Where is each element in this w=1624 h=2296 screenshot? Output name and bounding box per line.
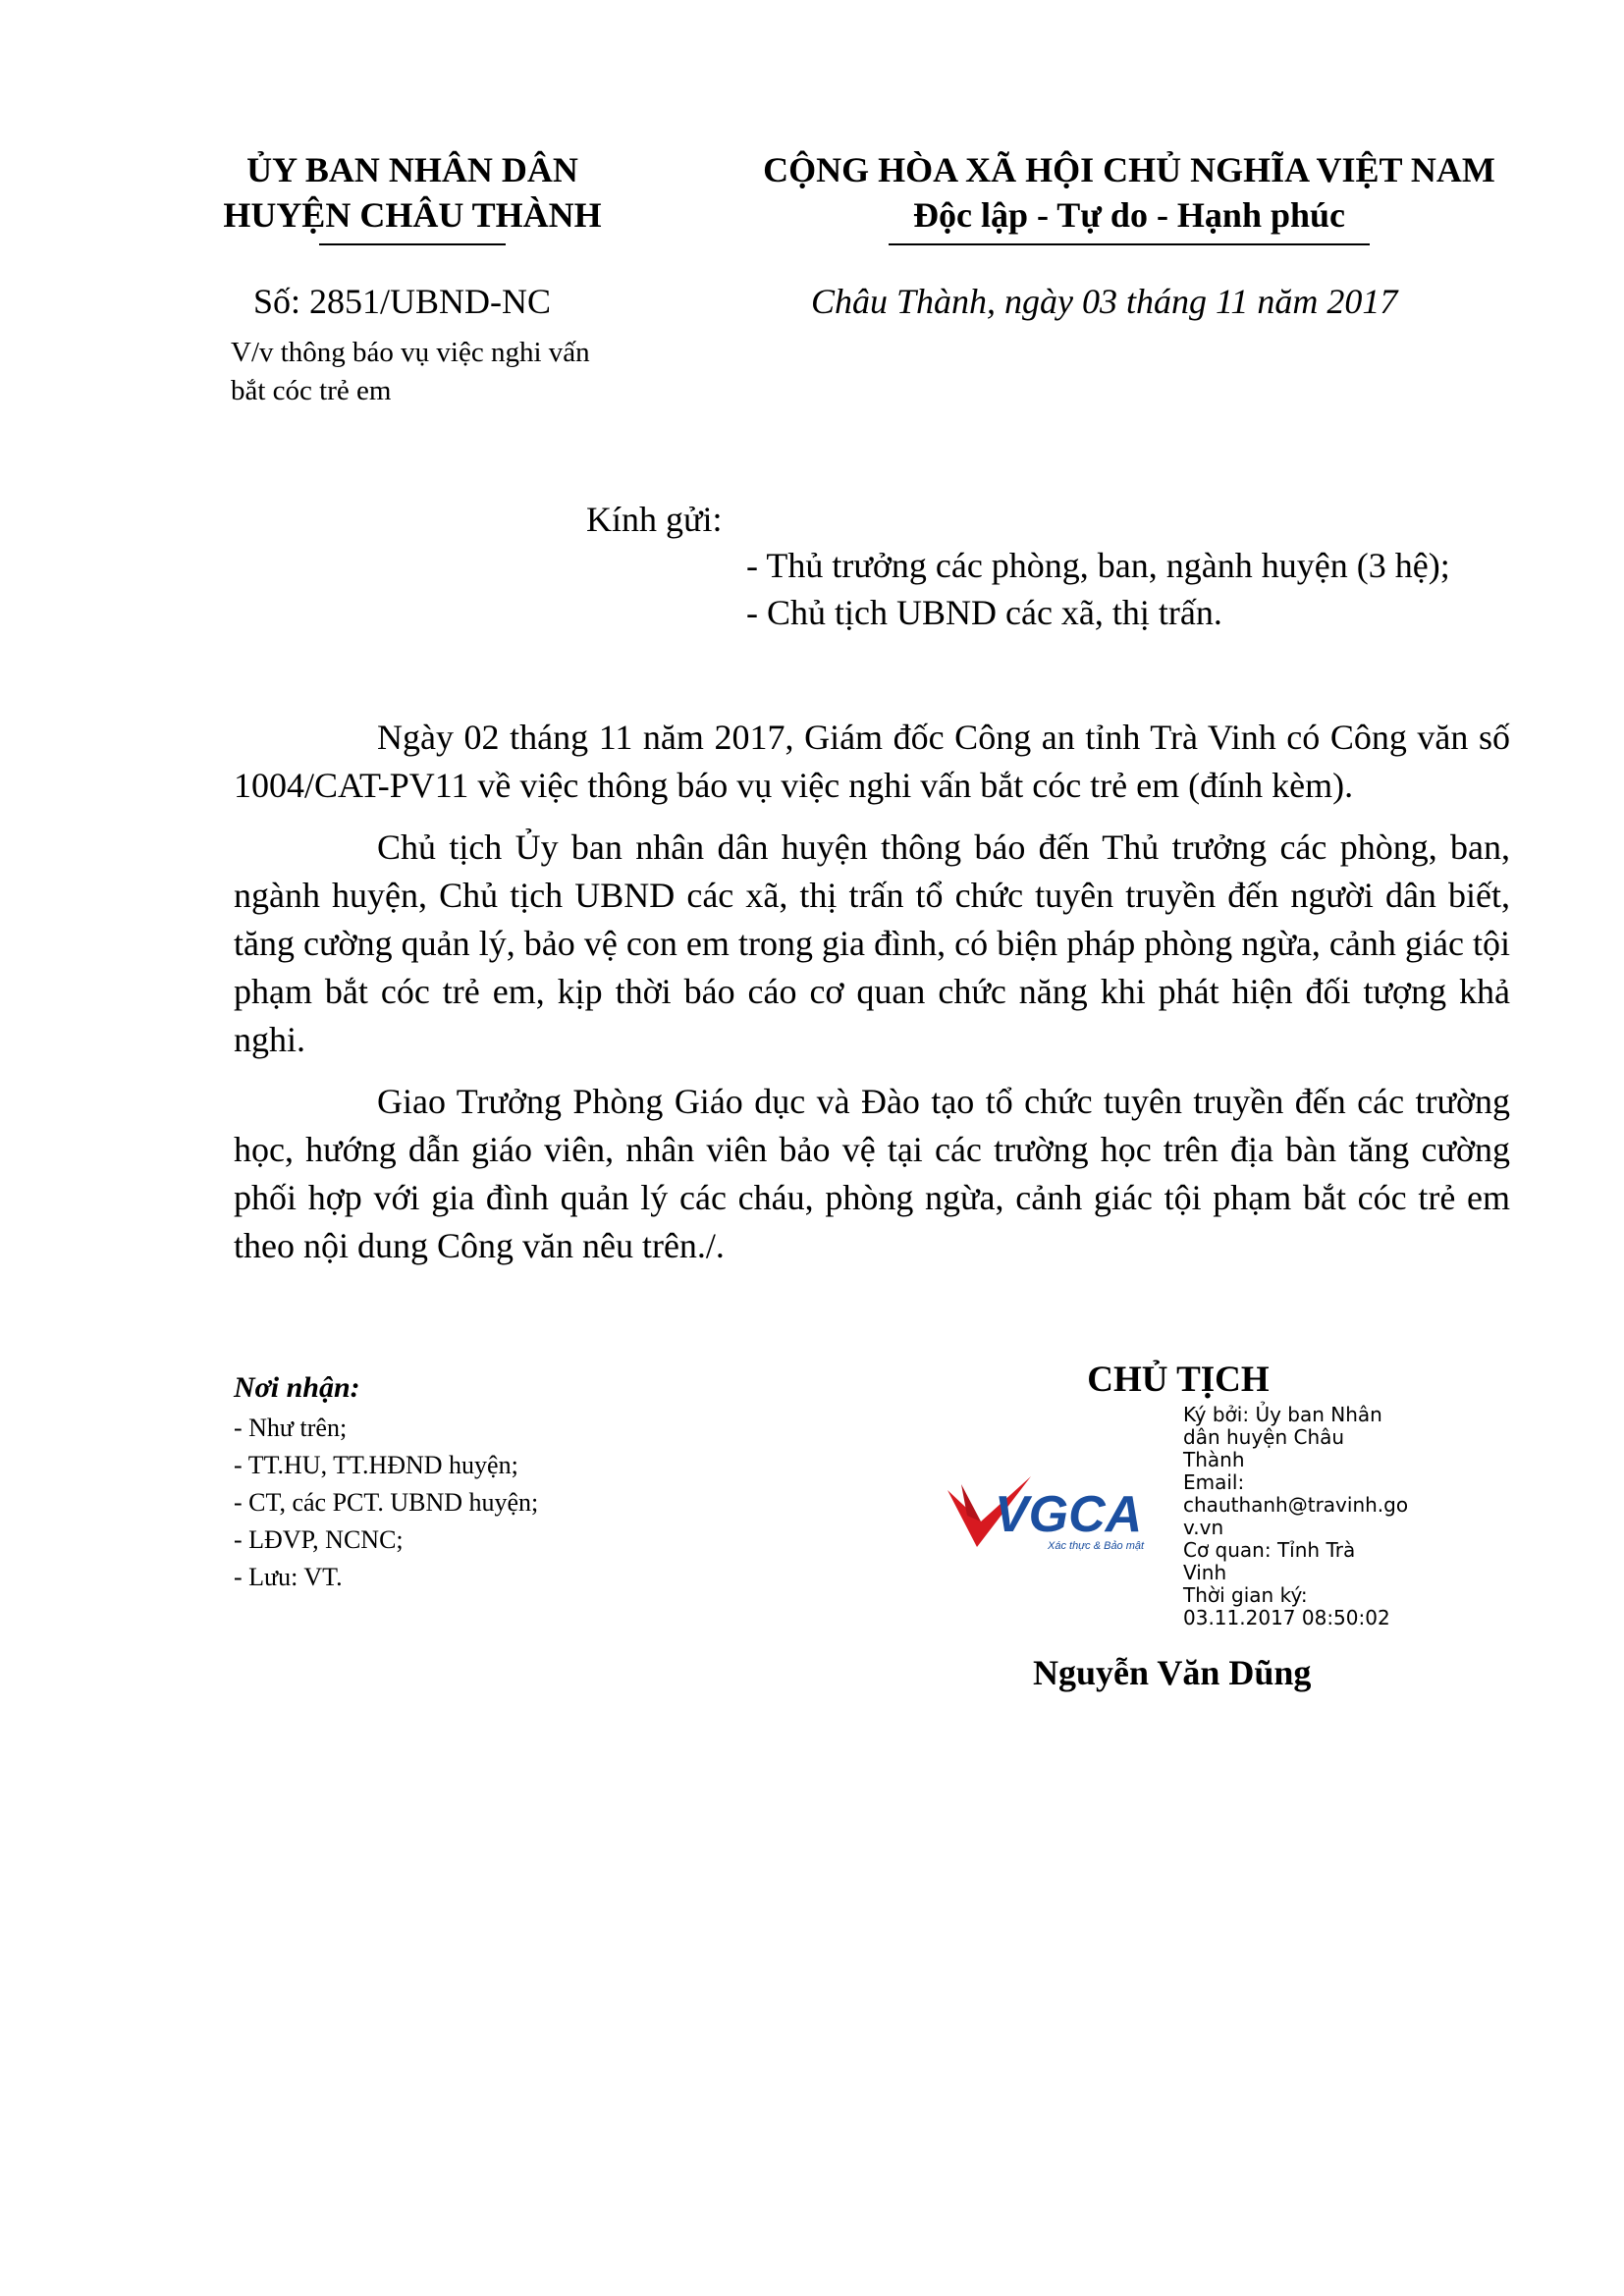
document-date: Châu Thành, ngày 03 tháng 11 năm 2017 [811, 282, 1398, 321]
org-name-line1: ỦY BAN NHÂN DÂN [246, 150, 578, 189]
motto-underline [889, 243, 1370, 245]
document-number: Số: 2851/UBND-NC [253, 282, 552, 321]
sig-info-line: Vinh [1183, 1561, 1227, 1584]
org-underline [319, 243, 506, 245]
org-name-line2: HUYỆN CHÂU THÀNH [223, 195, 602, 235]
receivers-title: Nơi nhận: [234, 1371, 360, 1404]
receiver-item: - CT, các PCT. UBND huyện; [234, 1488, 539, 1517]
signer-name: Nguyễn Văn Dũng [1033, 1653, 1312, 1692]
sig-info-line: Thời gian ký: [1183, 1583, 1308, 1607]
sig-info-line: Ký bởi: Ủy ban Nhân [1183, 1403, 1382, 1426]
nation-name: CỘNG HÒA XÃ HỘI CHỦ NGHĨA VIỆT NAM [763, 150, 1495, 189]
logo-wordmark: VGCA [995, 1486, 1143, 1543]
receiver-item: - Lưu: VT. [234, 1563, 343, 1591]
subject-line-2: bắt cóc trẻ em [231, 375, 392, 406]
body-paragraph-3: Giao Trưởng Phòng Giáo dục và Đào tạo tổ chức tuyên truyền đến các trường học, hướng dẫn giáo viên, nhân viên bảo vệ tại các trường học trên địa bàn tăng cường phối hợp với gia đình quản lý các cháu, phòng ngừa, cảnh giác tội phạm bắt cóc trẻ em theo nội dung Công văn nêu trên./. [234, 1082, 1510, 1265]
recipient-list [746, 542, 1450, 636]
sig-info-line: Email: [1183, 1470, 1245, 1494]
recipient-item: - Chủ tịch UBND các xã, thị trấn. [746, 593, 1222, 632]
recipient-item: - Thủ trưởng các phòng, ban, ngành huyện (3 hệ); [746, 546, 1450, 585]
receiver-item: - LĐVP, NCNC; [234, 1525, 404, 1554]
sig-info-line: dân huyện Châu [1183, 1425, 1345, 1449]
body-paragraph-1: Ngày 02 tháng 11 năm 2017, Giám đốc Công an tỉnh Trà Vinh có Công văn số 1004/CAT-PV11 về việc thông báo vụ việc nghi vấn bắt cóc trẻ em (đính kèm). [234, 718, 1510, 805]
sig-info-line: 03.11.2017 08:50:02 [1183, 1606, 1390, 1629]
nation-motto: Độc lập - Tự do - Hạnh phúc [912, 195, 1346, 235]
vgca-logo [938, 1470, 1173, 1559]
issuing-organization [157, 147, 668, 245]
digital-signature-info [1183, 1404, 1429, 1629]
salutation: Kính gửi: [586, 500, 723, 539]
signer-title: CHỦ TỊCH [1087, 1360, 1270, 1400]
receivers-block [234, 1368, 538, 1596]
logo-tagline: Xác thực & Bảo mật [1048, 1540, 1145, 1552]
receiver-item: - Như trên; [234, 1414, 348, 1442]
document-subject [231, 334, 663, 410]
document-body [234, 714, 1510, 1284]
sig-info-line: chauthanh@travinh.go [1183, 1493, 1409, 1517]
national-header [707, 147, 1551, 245]
receiver-item: - TT.HU, TT.HĐND huyện; [234, 1451, 518, 1479]
body-paragraph-2: Chủ tịch Ủy ban nhân dân huyện thông báo đến Thủ trưởng các phòng, ban, ngành huyện, Chủ tịch UBND các xã, thị trấn tổ chức tuyên truyền đến người dân biết, tăng cường quản lý, bảo vệ con em trong gia đình, có biện pháp phòng ngừa, cảnh giác tội phạm bắt cóc trẻ em, kịp thời báo cáo cơ quan chức năng khi phát hiện đối tượng khả nghi. [234, 828, 1510, 1059]
sig-info-line: Thành [1183, 1448, 1245, 1471]
sig-info-line: Cơ quan: Tỉnh Trà [1183, 1538, 1356, 1562]
sig-info-line: v.vn [1183, 1516, 1224, 1539]
subject-line-1: V/v thông báo vụ việc nghi vấn [231, 337, 590, 368]
